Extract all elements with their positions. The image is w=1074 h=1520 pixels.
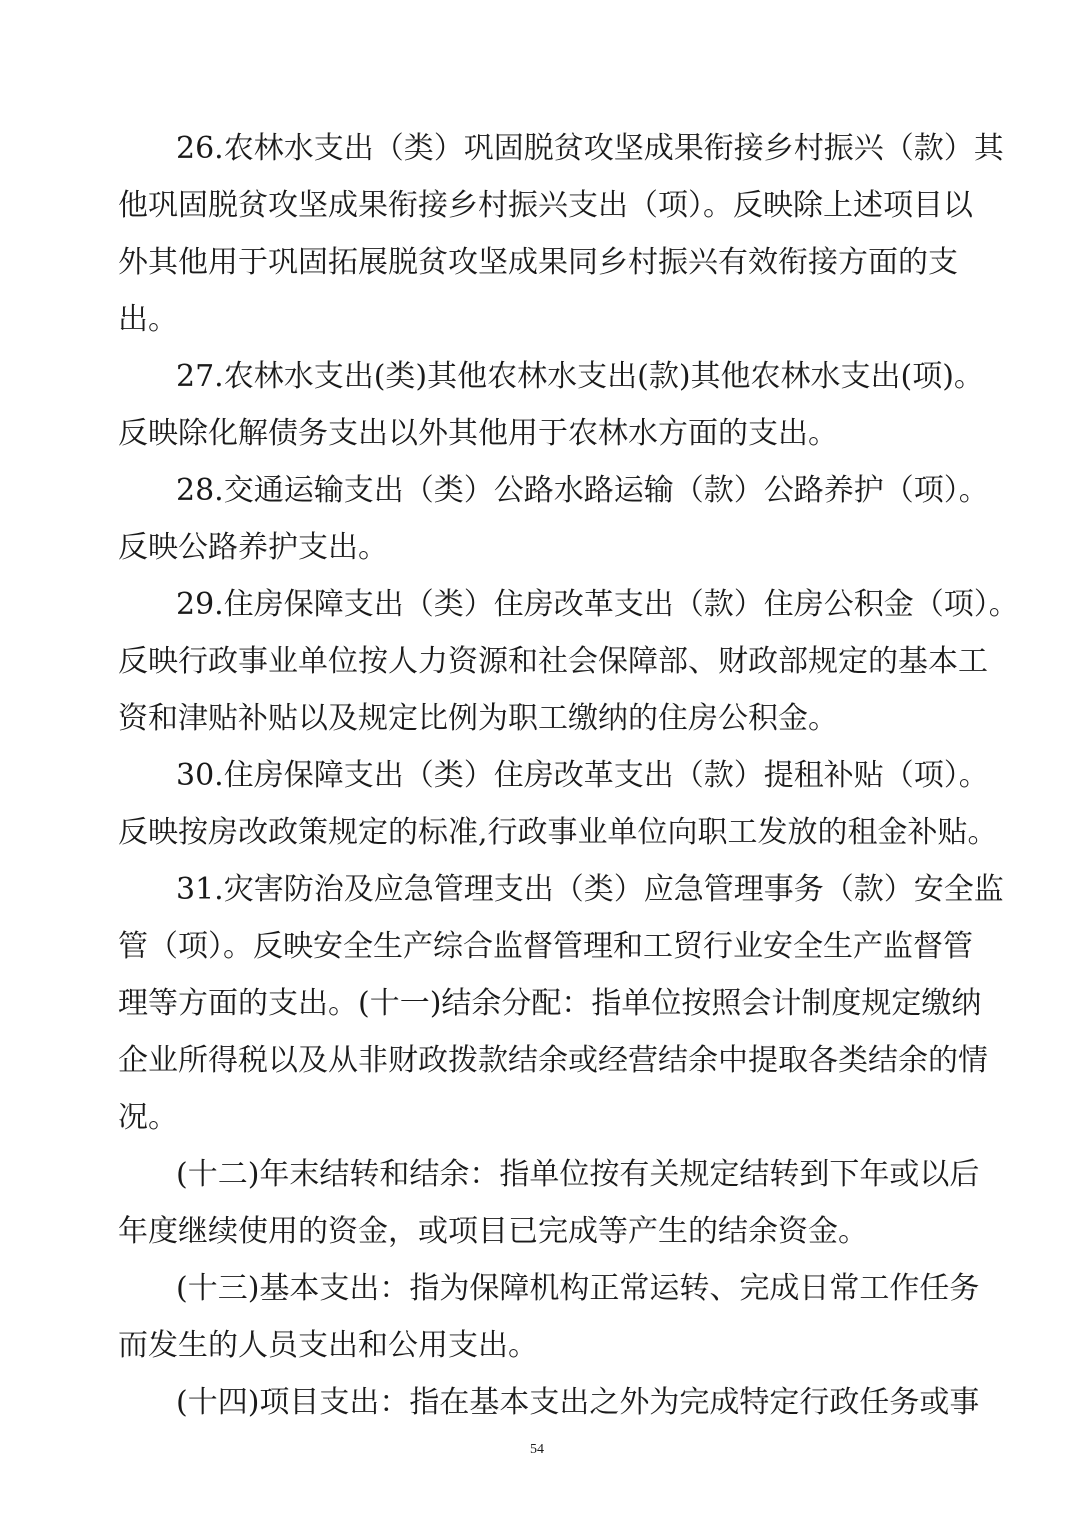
text-line: 反映公路养护支出。 [118, 530, 388, 565]
text-line: 外其他用于巩固拓展脱贫攻坚成果同乡村振兴有效衔接方面的支 [118, 245, 958, 280]
text-line: 年度继续使用的资金，或项目已完成等产生的结余资金。 [118, 1214, 868, 1249]
text-line: 理等方面的支出。(十一)结余分配：指单位按照会计制度规定缴纳 [118, 986, 982, 1021]
text-line: 反映按房改政策规定的标准,行政事业单位向职工发放的租金补贴。 [118, 815, 998, 850]
text-line: 31.灾害防治及应急管理支出（类）应急管理事务（款）安全监 [176, 872, 1004, 907]
text-line: 出。 [118, 302, 178, 337]
text-line: 28.交通运输支出（类）公路水路运输（款）公路养护（项）。 [176, 473, 989, 508]
text-line: 而发生的人员支出和公用支出。 [118, 1328, 538, 1363]
text-line: (十二)年末结转和结余：指单位按有关规定结转到下年或以后 [176, 1157, 980, 1192]
text-line: 29.住房保障支出（类）住房改革支出（款）住房公积金（项）。 [176, 587, 1019, 622]
text-line: 27.农林水支出(类)其他农林水支出(款)其他农林水支出(项)。 [176, 359, 984, 394]
text-line: 反映行政事业单位按人力资源和社会保障部、财政部规定的基本工 [118, 644, 988, 679]
text-line: (十三)基本支出：指为保障机构正常运转、完成日常工作任务 [176, 1271, 980, 1306]
page-number: 54 [530, 1442, 544, 1457]
text-line: 他巩固脱贫攻坚成果衔接乡村振兴支出（项）。反映除上述项目以 [118, 188, 973, 223]
text-line: (十四)项目支出：指在基本支出之外为完成特定行政任务或事 [176, 1385, 980, 1420]
text-line: 企业所得税以及从非财政拨款结余或经营结余中提取各类结余的情 [118, 1043, 988, 1078]
text-line: 26.农林水支出（类）巩固脱贫攻坚成果衔接乡村振兴（款）其 [176, 131, 1004, 166]
text-line: 30.住房保障支出（类）住房改革支出（款）提租补贴（项）。 [176, 758, 989, 793]
text-line: 反映除化解债务支出以外其他用于农林水方面的支出。 [118, 416, 838, 451]
text-line: 资和津贴补贴以及规定比例为职工缴纳的住房公积金。 [118, 701, 838, 736]
text-line: 管（项）。反映安全生产综合监督管理和工贸行业安全生产监督管 [118, 929, 973, 964]
text-line: 况。 [118, 1100, 178, 1135]
